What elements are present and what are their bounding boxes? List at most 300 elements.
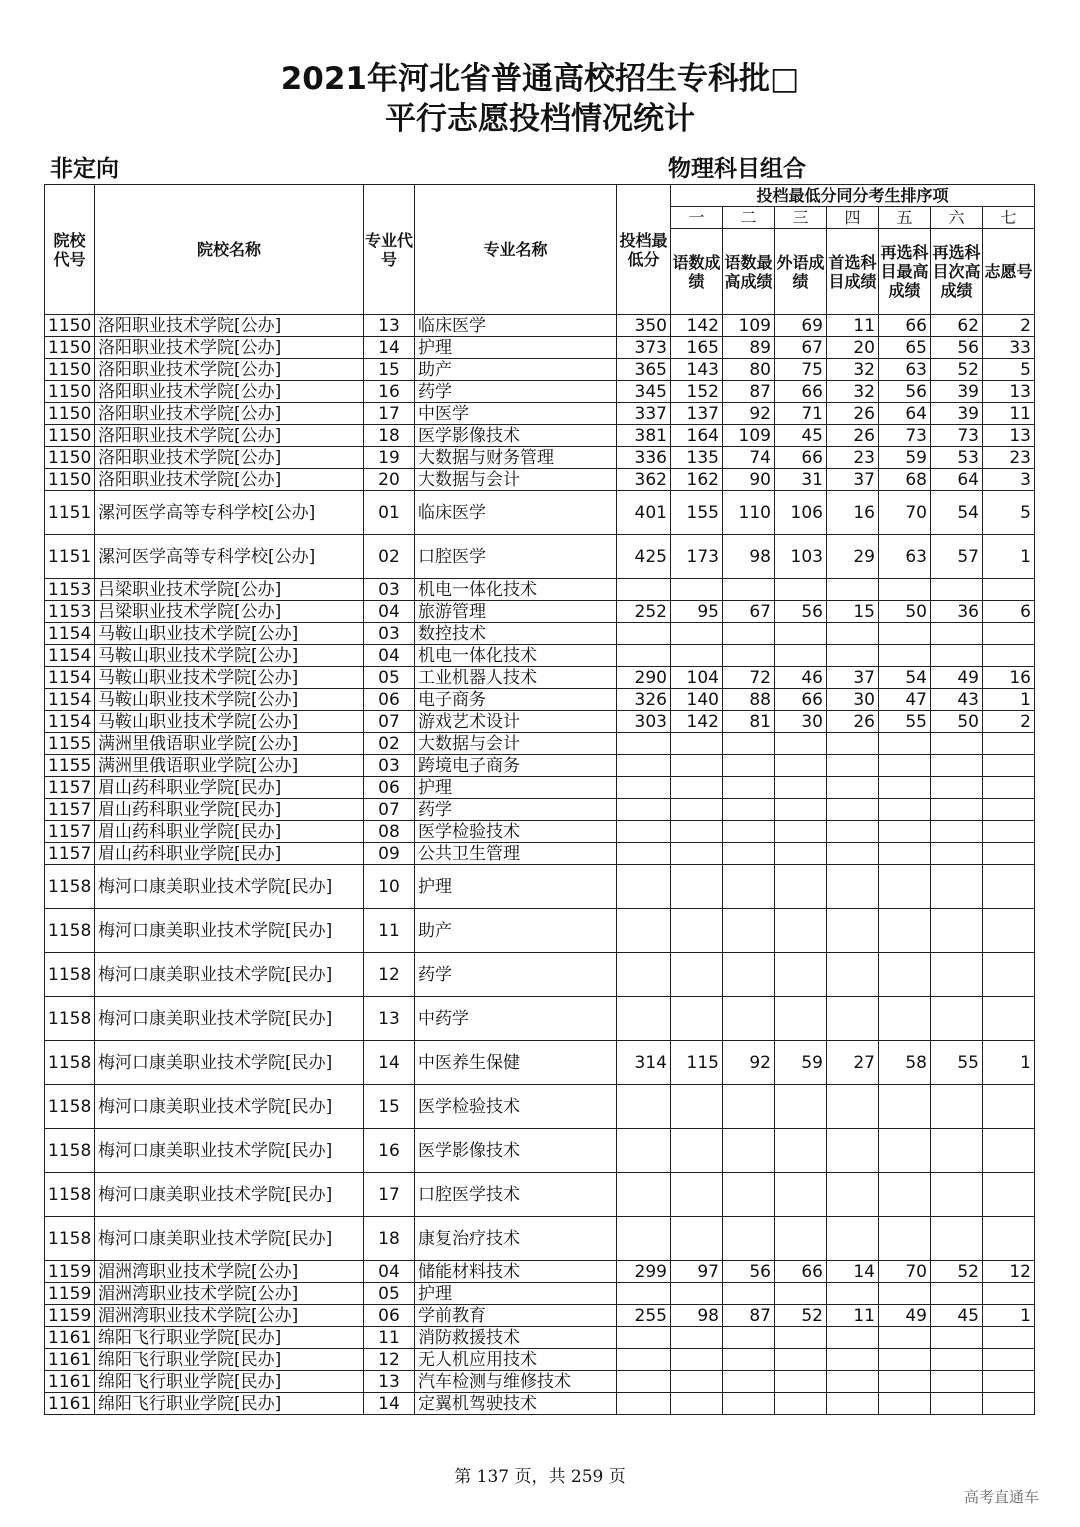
major-name-cell: 医学检验技术 xyxy=(415,1085,617,1129)
school-code-cell: 1154 xyxy=(45,623,95,645)
school-name-cell: 眉山药科职业学院[民办] xyxy=(95,843,364,865)
foreign-lang-cell xyxy=(775,1129,827,1173)
table-row xyxy=(45,711,1035,733)
second-subject-next-cell xyxy=(931,1371,983,1393)
second-subject-next-cell xyxy=(931,799,983,821)
major-code-cell: 13 xyxy=(364,997,415,1041)
foreign-lang-cell xyxy=(775,1173,827,1217)
chinese-math-cell: 97 xyxy=(671,1261,723,1283)
choice-number-cell: 1 xyxy=(983,535,1035,579)
table-row xyxy=(45,645,1035,667)
chinese-math-cell xyxy=(671,733,723,755)
school-name-cell: 梅河口康美职业技术学院[民办] xyxy=(95,997,364,1041)
second-subject-next-cell xyxy=(931,755,983,777)
first-subject-cell xyxy=(827,843,879,865)
table-row xyxy=(45,337,1035,359)
major-code-cell: 14 xyxy=(364,1393,415,1415)
second-subject-max-cell: 63 xyxy=(879,535,931,579)
school-code-cell: 1150 xyxy=(45,425,95,447)
choice-number-cell: 5 xyxy=(983,491,1035,535)
school-name-cell: 绵阳飞行职业学院[民办] xyxy=(95,1349,364,1371)
major-name-cell: 学前教育 xyxy=(415,1305,617,1327)
chinese-math-max-cell xyxy=(723,821,775,843)
major-code-cell: 12 xyxy=(364,1349,415,1371)
page-footer: 第 137 页，共 259 页 xyxy=(454,1467,626,1487)
major-code-cell: 17 xyxy=(364,1173,415,1217)
foreign-lang-cell: 67 xyxy=(775,337,827,359)
school-name-cell: 绵阳飞行职业学院[民办] xyxy=(95,1371,364,1393)
school-code-cell: 1159 xyxy=(45,1261,95,1283)
second-subject-max-cell xyxy=(879,1217,931,1261)
choice-number-cell xyxy=(983,777,1035,799)
choice-number-cell: 16 xyxy=(983,667,1035,689)
table-row xyxy=(45,447,1035,469)
chinese-math-max-cell: 110 xyxy=(723,491,775,535)
second-subject-max-cell: 50 xyxy=(879,601,931,623)
school-code-cell: 1157 xyxy=(45,777,95,799)
header-item: 再选科目次高成绩 xyxy=(931,229,983,315)
min-score-cell: 381 xyxy=(617,425,671,447)
choice-number-cell xyxy=(983,645,1035,667)
school-name-cell: 洛阳职业技术学院[公办] xyxy=(95,469,364,491)
header-min-score: 投档最低分 xyxy=(617,185,671,315)
school-name-cell: 洛阳职业技术学院[公办] xyxy=(95,381,364,403)
chinese-math-cell: 143 xyxy=(671,359,723,381)
major-code-cell: 12 xyxy=(364,953,415,997)
foreign-lang-cell: 46 xyxy=(775,667,827,689)
first-subject-cell xyxy=(827,1217,879,1261)
foreign-lang-cell: 75 xyxy=(775,359,827,381)
school-name-cell: 满洲里俄语职业学院[公办] xyxy=(95,733,364,755)
foreign-lang-cell: 103 xyxy=(775,535,827,579)
header-order: 四 xyxy=(827,207,879,229)
chinese-math-cell xyxy=(671,799,723,821)
table-row xyxy=(45,1393,1035,1415)
choice-number-cell: 11 xyxy=(983,403,1035,425)
school-name-cell: 眉山药科职业学院[民办] xyxy=(95,799,364,821)
major-code-cell: 03 xyxy=(364,579,415,601)
school-code-cell: 1157 xyxy=(45,843,95,865)
first-subject-cell: 26 xyxy=(827,425,879,447)
second-subject-max-cell xyxy=(879,777,931,799)
chinese-math-cell xyxy=(671,623,723,645)
major-code-cell: 16 xyxy=(364,381,415,403)
first-subject-cell: 14 xyxy=(827,1261,879,1283)
chinese-math-max-cell: 109 xyxy=(723,425,775,447)
chinese-math-cell: 142 xyxy=(671,315,723,337)
chinese-math-cell: 164 xyxy=(671,425,723,447)
school-name-cell: 洛阳职业技术学院[公办] xyxy=(95,337,364,359)
table-row xyxy=(45,799,1035,821)
foreign-lang-cell xyxy=(775,997,827,1041)
chinese-math-cell xyxy=(671,909,723,953)
foreign-lang-cell xyxy=(775,1217,827,1261)
choice-number-cell xyxy=(983,623,1035,645)
major-code-cell: 01 xyxy=(364,491,415,535)
major-name-cell: 药学 xyxy=(415,953,617,997)
major-name-cell: 机电一体化技术 xyxy=(415,579,617,601)
major-code-cell: 14 xyxy=(364,1041,415,1085)
second-subject-next-cell: 52 xyxy=(931,359,983,381)
school-name-cell: 绵阳飞行职业学院[民办] xyxy=(95,1393,364,1415)
major-code-cell: 17 xyxy=(364,403,415,425)
foreign-lang-cell: 71 xyxy=(775,403,827,425)
second-subject-max-cell: 55 xyxy=(879,711,931,733)
first-subject-cell: 37 xyxy=(827,469,879,491)
major-name-cell: 护理 xyxy=(415,337,617,359)
major-code-cell: 09 xyxy=(364,843,415,865)
min-score-cell: 255 xyxy=(617,1305,671,1327)
school-name-cell: 漯河医学高等专科学校[公办] xyxy=(95,535,364,579)
min-score-cell: 336 xyxy=(617,447,671,469)
min-score-cell: 290 xyxy=(617,667,671,689)
school-code-cell: 1150 xyxy=(45,381,95,403)
header-major-code: 专业代号 xyxy=(364,185,415,315)
header-major-name: 专业名称 xyxy=(415,185,617,315)
first-subject-cell xyxy=(827,755,879,777)
chinese-math-cell xyxy=(671,1173,723,1217)
school-name-cell: 梅河口康美职业技术学院[民办] xyxy=(95,1217,364,1261)
min-score-cell: 365 xyxy=(617,359,671,381)
school-code-cell: 1161 xyxy=(45,1393,95,1415)
first-subject-cell: 26 xyxy=(827,711,879,733)
chinese-math-max-cell xyxy=(723,623,775,645)
school-name-cell: 马鞍山职业技术学院[公办] xyxy=(95,623,364,645)
choice-number-cell xyxy=(983,1129,1035,1173)
brand-watermark: 高考直通车 xyxy=(964,1488,1040,1506)
table-row xyxy=(45,1217,1035,1261)
min-score-cell xyxy=(617,777,671,799)
chinese-math-cell xyxy=(671,997,723,1041)
foreign-lang-cell xyxy=(775,1371,827,1393)
school-name-cell: 吕梁职业技术学院[公办] xyxy=(95,601,364,623)
school-code-cell: 1161 xyxy=(45,1349,95,1371)
choice-number-cell: 13 xyxy=(983,425,1035,447)
choice-number-cell xyxy=(983,733,1035,755)
table-row xyxy=(45,1085,1035,1129)
major-code-cell: 03 xyxy=(364,623,415,645)
school-name-cell: 马鞍山职业技术学院[公办] xyxy=(95,667,364,689)
header-item: 语数成绩 xyxy=(671,229,723,315)
major-name-cell: 口腔医学 xyxy=(415,535,617,579)
min-score-cell: 252 xyxy=(617,601,671,623)
choice-number-cell xyxy=(983,1173,1035,1217)
school-code-cell: 1158 xyxy=(45,1173,95,1217)
chinese-math-cell: 152 xyxy=(671,381,723,403)
school-code-cell: 1155 xyxy=(45,733,95,755)
major-name-cell: 电子商务 xyxy=(415,689,617,711)
chinese-math-cell: 115 xyxy=(671,1041,723,1085)
chinese-math-cell xyxy=(671,1371,723,1393)
chinese-math-max-cell xyxy=(723,1327,775,1349)
first-subject-cell: 32 xyxy=(827,381,879,403)
major-name-cell: 药学 xyxy=(415,799,617,821)
major-name-cell: 护理 xyxy=(415,1283,617,1305)
second-subject-max-cell: 64 xyxy=(879,403,931,425)
min-score-cell xyxy=(617,1327,671,1349)
major-code-cell: 07 xyxy=(364,711,415,733)
foreign-lang-cell xyxy=(775,755,827,777)
foreign-lang-cell xyxy=(775,733,827,755)
second-subject-max-cell xyxy=(879,733,931,755)
school-code-cell: 1150 xyxy=(45,469,95,491)
first-subject-cell xyxy=(827,1371,879,1393)
second-subject-next-cell xyxy=(931,1283,983,1305)
second-subject-max-cell xyxy=(879,843,931,865)
school-name-cell: 吕梁职业技术学院[公办] xyxy=(95,579,364,601)
chinese-math-max-cell: 92 xyxy=(723,403,775,425)
major-name-cell: 医学影像技术 xyxy=(415,1129,617,1173)
choice-number-cell xyxy=(983,865,1035,909)
second-subject-next-cell xyxy=(931,843,983,865)
header-item: 语数最高成绩 xyxy=(723,229,775,315)
chinese-math-cell xyxy=(671,579,723,601)
major-name-cell: 中药学 xyxy=(415,997,617,1041)
chinese-math-max-cell xyxy=(723,1349,775,1371)
second-subject-next-cell: 50 xyxy=(931,711,983,733)
second-subject-next-cell xyxy=(931,1085,983,1129)
chinese-math-max-cell xyxy=(723,1217,775,1261)
second-subject-max-cell xyxy=(879,1173,931,1217)
min-score-cell: 362 xyxy=(617,469,671,491)
choice-number-cell xyxy=(983,1327,1035,1349)
foreign-lang-cell xyxy=(775,1393,827,1415)
min-score-cell xyxy=(617,1217,671,1261)
table-row xyxy=(45,535,1035,579)
chinese-math-max-cell xyxy=(723,799,775,821)
table-row xyxy=(45,777,1035,799)
second-subject-max-cell xyxy=(879,865,931,909)
foreign-lang-cell: 45 xyxy=(775,425,827,447)
major-name-cell: 护理 xyxy=(415,777,617,799)
second-subject-next-cell xyxy=(931,579,983,601)
major-name-cell: 医学检验技术 xyxy=(415,821,617,843)
foreign-lang-cell xyxy=(775,909,827,953)
chinese-math-max-cell xyxy=(723,997,775,1041)
chinese-math-max-cell: 67 xyxy=(723,601,775,623)
table-row xyxy=(45,469,1035,491)
first-subject-cell: 37 xyxy=(827,667,879,689)
second-subject-max-cell xyxy=(879,1283,931,1305)
table-row xyxy=(45,733,1035,755)
chinese-math-max-cell xyxy=(723,579,775,601)
school-code-cell: 1158 xyxy=(45,953,95,997)
major-name-cell: 数控技术 xyxy=(415,623,617,645)
first-subject-cell xyxy=(827,623,879,645)
foreign-lang-cell: 66 xyxy=(775,1261,827,1283)
chinese-math-cell xyxy=(671,1327,723,1349)
second-subject-next-cell: 62 xyxy=(931,315,983,337)
chinese-math-max-cell: 98 xyxy=(723,535,775,579)
second-subject-max-cell: 66 xyxy=(879,315,931,337)
table-row xyxy=(45,997,1035,1041)
min-score-cell xyxy=(617,799,671,821)
second-subject-next-cell: 73 xyxy=(931,425,983,447)
chinese-math-cell xyxy=(671,1129,723,1173)
chinese-math-max-cell: 109 xyxy=(723,315,775,337)
chinese-math-max-cell xyxy=(723,755,775,777)
major-code-cell: 19 xyxy=(364,447,415,469)
second-subject-max-cell: 70 xyxy=(879,1261,931,1283)
table-row xyxy=(45,1349,1035,1371)
second-subject-max-cell xyxy=(879,909,931,953)
major-code-cell: 20 xyxy=(364,469,415,491)
first-subject-cell: 27 xyxy=(827,1041,879,1085)
school-name-cell: 湄洲湾职业技术学院[公办] xyxy=(95,1283,364,1305)
table-row xyxy=(45,689,1035,711)
table-row xyxy=(45,381,1035,403)
header-order: 一 xyxy=(671,207,723,229)
foreign-lang-cell: 52 xyxy=(775,1305,827,1327)
second-subject-max-cell xyxy=(879,799,931,821)
school-name-cell: 梅河口康美职业技术学院[民办] xyxy=(95,1129,364,1173)
first-subject-cell xyxy=(827,799,879,821)
school-name-cell: 洛阳职业技术学院[公办] xyxy=(95,403,364,425)
min-score-cell: 314 xyxy=(617,1041,671,1085)
foreign-lang-cell xyxy=(775,579,827,601)
chinese-math-max-cell: 72 xyxy=(723,667,775,689)
first-subject-cell: 26 xyxy=(827,403,879,425)
chinese-math-max-cell: 74 xyxy=(723,447,775,469)
header-item: 首选科目成绩 xyxy=(827,229,879,315)
table-row xyxy=(45,1283,1035,1305)
major-name-cell: 旅游管理 xyxy=(415,601,617,623)
first-subject-cell: 11 xyxy=(827,1305,879,1327)
second-subject-next-cell: 39 xyxy=(931,403,983,425)
table-row xyxy=(45,1371,1035,1393)
chinese-math-max-cell: 88 xyxy=(723,689,775,711)
min-score-cell xyxy=(617,623,671,645)
major-name-cell: 汽车检测与维修技术 xyxy=(415,1371,617,1393)
chinese-math-max-cell: 87 xyxy=(723,1305,775,1327)
table-row xyxy=(45,601,1035,623)
choice-number-cell xyxy=(983,909,1035,953)
table-row xyxy=(45,623,1035,645)
major-name-cell: 护理 xyxy=(415,865,617,909)
min-score-cell xyxy=(617,865,671,909)
second-subject-max-cell: 56 xyxy=(879,381,931,403)
major-code-cell: 18 xyxy=(364,425,415,447)
school-name-cell: 马鞍山职业技术学院[公办] xyxy=(95,645,364,667)
foreign-lang-cell xyxy=(775,1327,827,1349)
min-score-cell: 303 xyxy=(617,711,671,733)
choice-number-cell: 6 xyxy=(983,601,1035,623)
first-subject-cell xyxy=(827,1283,879,1305)
second-subject-max-cell: 54 xyxy=(879,667,931,689)
school-code-cell: 1157 xyxy=(45,799,95,821)
second-subject-max-cell xyxy=(879,1371,931,1393)
major-name-cell: 临床医学 xyxy=(415,315,617,337)
second-subject-next-cell xyxy=(931,865,983,909)
second-subject-max-cell xyxy=(879,953,931,997)
choice-number-cell xyxy=(983,579,1035,601)
min-score-cell: 299 xyxy=(617,1261,671,1283)
second-subject-next-cell: 57 xyxy=(931,535,983,579)
school-code-cell: 1150 xyxy=(45,447,95,469)
school-name-cell: 洛阳职业技术学院[公办] xyxy=(95,425,364,447)
second-subject-next-cell xyxy=(931,777,983,799)
min-score-cell xyxy=(617,1283,671,1305)
second-subject-next-cell xyxy=(931,1217,983,1261)
major-code-cell: 13 xyxy=(364,315,415,337)
chinese-math-cell xyxy=(671,1085,723,1129)
school-name-cell: 梅河口康美职业技术学院[民办] xyxy=(95,865,364,909)
first-subject-cell xyxy=(827,1085,879,1129)
chinese-math-max-cell xyxy=(723,733,775,755)
first-subject-cell: 32 xyxy=(827,359,879,381)
chinese-math-cell: 140 xyxy=(671,689,723,711)
min-score-cell: 326 xyxy=(617,689,671,711)
major-code-cell: 05 xyxy=(364,667,415,689)
choice-number-cell xyxy=(983,799,1035,821)
major-name-cell: 助产 xyxy=(415,909,617,953)
foreign-lang-cell: 106 xyxy=(775,491,827,535)
chinese-math-cell: 165 xyxy=(671,337,723,359)
second-subject-next-cell xyxy=(931,645,983,667)
min-score-cell xyxy=(617,755,671,777)
major-name-cell: 临床医学 xyxy=(415,491,617,535)
major-code-cell: 05 xyxy=(364,1283,415,1305)
first-subject-cell: 15 xyxy=(827,601,879,623)
table-row xyxy=(45,843,1035,865)
school-code-cell: 1150 xyxy=(45,403,95,425)
table-row xyxy=(45,1173,1035,1217)
second-subject-next-cell xyxy=(931,733,983,755)
chinese-math-max-cell xyxy=(723,777,775,799)
choice-number-cell: 1 xyxy=(983,1305,1035,1327)
major-name-cell: 大数据与会计 xyxy=(415,469,617,491)
chinese-math-cell xyxy=(671,645,723,667)
major-code-cell: 04 xyxy=(364,1261,415,1283)
min-score-cell xyxy=(617,953,671,997)
table-row xyxy=(45,579,1035,601)
chinese-math-cell xyxy=(671,755,723,777)
choice-number-cell: 5 xyxy=(983,359,1035,381)
min-score-cell xyxy=(617,909,671,953)
second-subject-next-cell xyxy=(931,953,983,997)
second-subject-max-cell: 73 xyxy=(879,425,931,447)
major-name-cell: 无人机应用技术 xyxy=(415,1349,617,1371)
min-score-cell: 345 xyxy=(617,381,671,403)
foreign-lang-cell xyxy=(775,1085,827,1129)
header-order: 二 xyxy=(723,207,775,229)
table-row xyxy=(45,1305,1035,1327)
chinese-math-max-cell xyxy=(723,865,775,909)
school-name-cell: 梅河口康美职业技术学院[民办] xyxy=(95,1041,364,1085)
foreign-lang-cell: 69 xyxy=(775,315,827,337)
school-code-cell: 1150 xyxy=(45,359,95,381)
school-name-cell: 眉山药科职业学院[民办] xyxy=(95,777,364,799)
major-name-cell: 大数据与会计 xyxy=(415,733,617,755)
second-subject-next-cell: 39 xyxy=(931,381,983,403)
chinese-math-cell: 155 xyxy=(671,491,723,535)
major-code-cell: 11 xyxy=(364,909,415,953)
second-subject-next-cell xyxy=(931,909,983,953)
major-name-cell: 跨境电子商务 xyxy=(415,755,617,777)
foreign-lang-cell xyxy=(775,1283,827,1305)
school-name-cell: 洛阳职业技术学院[公办] xyxy=(95,359,364,381)
second-subject-next-cell: 45 xyxy=(931,1305,983,1327)
foreign-lang-cell xyxy=(775,645,827,667)
min-score-cell xyxy=(617,645,671,667)
school-code-cell: 1158 xyxy=(45,1041,95,1085)
school-name-cell: 洛阳职业技术学院[公办] xyxy=(95,315,364,337)
second-subject-max-cell: 49 xyxy=(879,1305,931,1327)
chinese-math-cell: 104 xyxy=(671,667,723,689)
choice-number-cell: 33 xyxy=(983,337,1035,359)
major-name-cell: 工业机器人技术 xyxy=(415,667,617,689)
table-row xyxy=(45,315,1035,337)
